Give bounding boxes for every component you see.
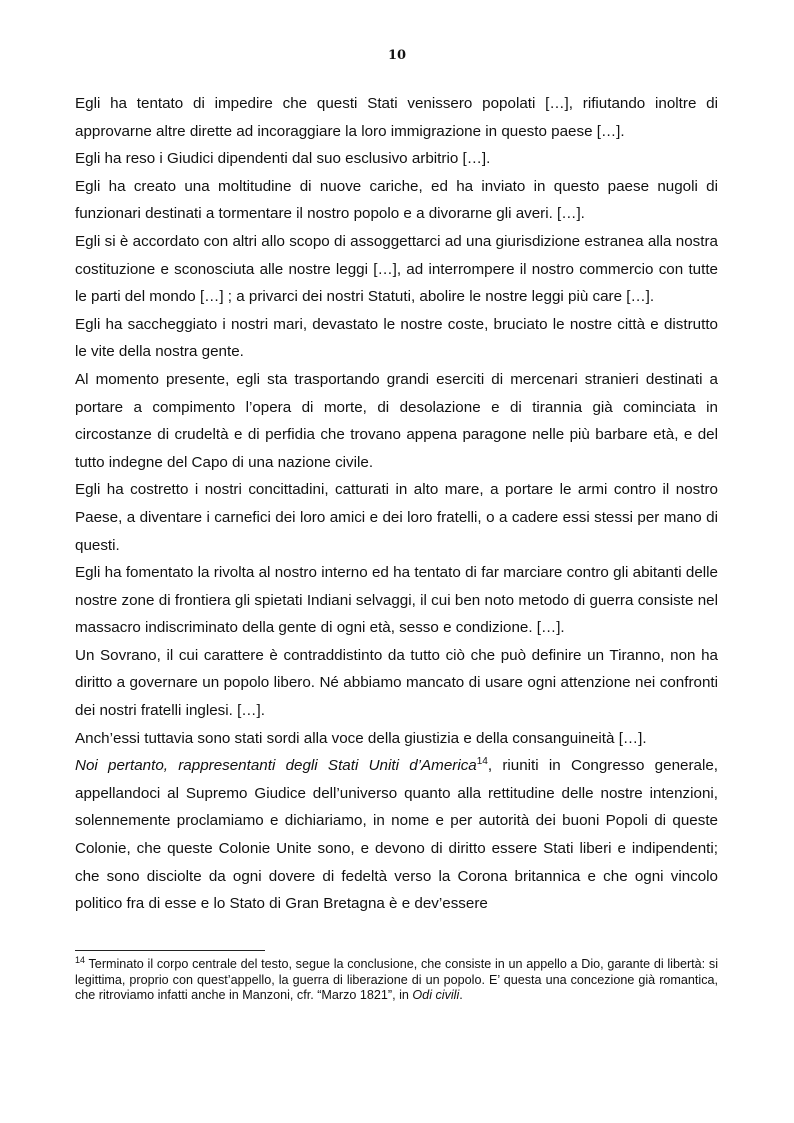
paragraph: Egli ha costretto i nostri concittadini, catturati in alto mare, a portare le armi contro il nostro Paese, a diventare i carnefici dei loro amici e dei loro fratelli, o a cadere essi stessi per mano di questi. — [75, 481, 718, 554]
footnote-text: Terminato il corpo centrale del testo, segue la conclusione, che consiste in un appello a Dio, garante di libertà: si legittima, proprio con quest’appello, la guerra di liberazione di un popolo. E’ questa una concezione già romantica, che ritroviamo infatti anche in Manzoni, cfr. “Marzo 1821”, in — [75, 957, 718, 1003]
paragraph: Egli ha tentato di impedire che questi Stati venissero popolati […], rifiutando inoltre di approvarne altre dirette ad incoraggiare la loro immigrazione in questo paese […]. — [75, 95, 718, 140]
footnote-paragraph — [75, 954, 718, 1004]
footnote-number: 14 — [75, 954, 86, 965]
paragraph: Egli ha creato una moltitudine di nuove cariche, ed ha inviato in questo paese nugoli di funzionari destinati a tormentare il nostro popolo e a divorarne gli averi. […]. — [75, 177, 718, 223]
italic-lead: Noi pertanto, rappresentanti degli Stati Uniti d’America — [75, 757, 477, 775]
footnote-end: . — [459, 988, 463, 1003]
final-paragraph-text: , riuniti in Congresso generale, appellandoci al Supremo Giudice dell’universo quanto alla rettitudine delle nostre intenzioni, solennemente proclamiamo e dichiariamo, in nome e per autorità dei buoni Popoli di queste Colonie, che queste Colonie Unite sono, e devono di diritto essere Stati liberi e indipendenti; che sono disciolte da ogni dovere di fedeltà verso la Corona britannica e che ogni vincolo politico fra di esse e lo Stato di Gran Bretagna è e dev’essere — [75, 757, 719, 913]
footnote-italic-title: Odi civili — [412, 988, 460, 1003]
paragraph: Egli ha saccheggiato i nostri mari, devastato le nostre coste, bruciato le nostre città e distrutto le vite della nostra gente. — [75, 315, 718, 361]
final-paragraph — [75, 752, 718, 918]
paragraph: Egli ha reso i Giudici dipendenti dal suo esclusivo arbitrio […]. — [75, 150, 491, 168]
paragraph: Al momento presente, egli sta trasportando grandi eserciti di mercenari stranieri destinati a portare a compimento l’opera di morte, di desolazione e di tirannia già cominciata in circostanze di crudeltà e di perfidia che trovano appena paragone nelle più barbare età, e del tutto indegne del Capo di una nazione civile. — [75, 370, 718, 471]
footnote — [75, 954, 718, 1004]
paragraph: Egli ha fomentato la rivolta al nostro interno ed ha tentato di far marciare contro gli abitanti delle nostre zone di frontiera gli spietati Indiani selvaggi, il cui ben noto metodo di guerra consiste nel massacro indiscriminato della gente di ogni età, sesso e condizione. […]. — [75, 564, 718, 637]
page-number: 10 — [387, 48, 407, 63]
footnote-reference[interactable]: 14 — [476, 756, 488, 768]
body-text — [75, 90, 718, 918]
paragraph: Anch’essi tuttavia sono stati sordi alla voce della giustizia e della consanguineità […]. — [75, 729, 647, 747]
paragraph: Egli si è accordato con altri allo scopo di assoggettarci ad una giurisdizione estranea alla nostra costituzione e sconosciuta alle nostre leggi […], ad interrompere il nostro commercio con tutte le parti del mondo […] ; a privarci dei nostri Statuti, abolire le nostre leggi più care […]. — [75, 232, 718, 306]
paragraph: Un Sovrano, il cui carattere è contraddistinto da tutto ciò che può definire un Tiranno, non ha diritto a governare un popolo libero. Né abbiamo mancato di usare ogni attenzione nei confronti dei nostri fratelli inglesi. […]. — [75, 646, 718, 720]
footnote-separator — [75, 950, 265, 951]
